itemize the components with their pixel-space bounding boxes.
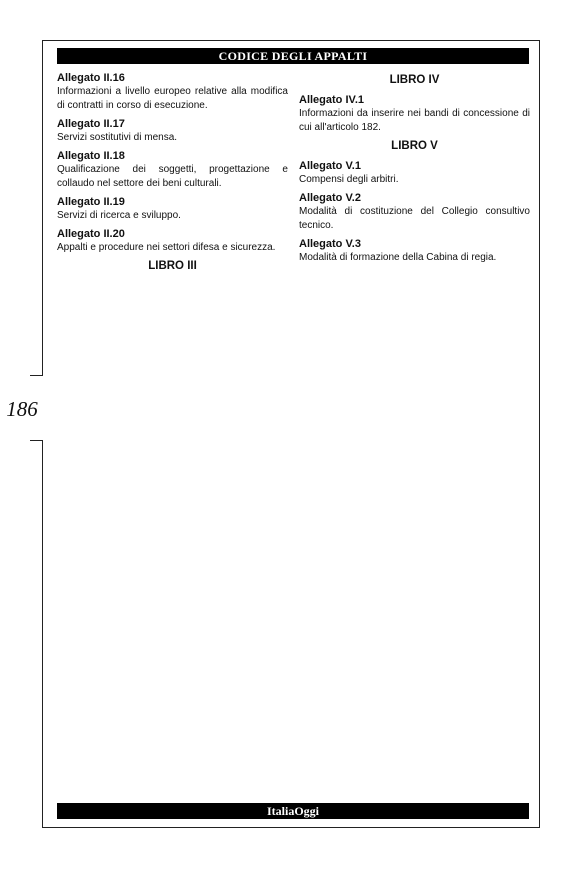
entry-heading: Allegato II.18 <box>57 150 125 162</box>
page-frame-bottom <box>42 827 540 828</box>
libro-iv-heading: LIBRO IV <box>389 74 440 86</box>
page-frame-top <box>42 40 540 41</box>
entry-heading: Allegato II.17 <box>57 118 125 130</box>
header-title: CODICE DEGLI APPALTI <box>218 49 368 63</box>
entry-text: Modalità di formazione della Cabina di regia. <box>299 252 497 263</box>
entry-text: Informazioni a livello europeo relative alla modifica di contratti in corso di esecuzione. <box>57 86 288 111</box>
page-frame-left-upper <box>42 40 43 375</box>
entry-heading: Allegato IV.1 <box>299 94 365 106</box>
page-frame-right <box>539 40 540 828</box>
libro-iii-heading: LIBRO III <box>148 260 197 272</box>
libro-v-heading: LIBRO V <box>391 140 438 152</box>
entry-heading: Allegato II.20 <box>57 228 125 240</box>
page-number-tick-top <box>30 375 43 376</box>
footer-brand: ItaliaOggi <box>266 804 319 818</box>
entry-heading: Allegato V.1 <box>299 160 361 172</box>
entry-text: Qualificazione dei soggetti, progettazione e collaudo nel settore dei beni culturali. <box>57 164 288 189</box>
entry-text: Compensi degli arbitri. <box>299 174 399 185</box>
header-bar <box>57 48 529 64</box>
footer-bar <box>57 803 529 819</box>
page-number-tick-bottom <box>30 440 43 441</box>
entry-text: Informazioni da inserire nei bandi di concessione di cui all'articolo 182. <box>299 108 530 133</box>
right-column <box>299 71 530 269</box>
entry-text: Appalti e procedure nei settori difesa e sicurezza. <box>57 242 276 253</box>
entry-text: Servizi sostitutivi di mensa. <box>57 132 178 143</box>
entry-text: Modalità di costituzione del Collegio consultivo tecnico. <box>299 206 530 231</box>
page-number: 186 <box>6 397 38 421</box>
entry-heading: Allegato V.2 <box>299 192 361 204</box>
page-frame-left-lower <box>42 440 43 828</box>
entry-heading: Allegato V.3 <box>299 238 361 250</box>
entry-heading: Allegato II.19 <box>57 196 125 208</box>
entry-text: Servizi di ricerca e sviluppo. <box>57 210 181 221</box>
entry-heading: Allegato II.16 <box>57 72 125 84</box>
left-column <box>57 71 288 279</box>
